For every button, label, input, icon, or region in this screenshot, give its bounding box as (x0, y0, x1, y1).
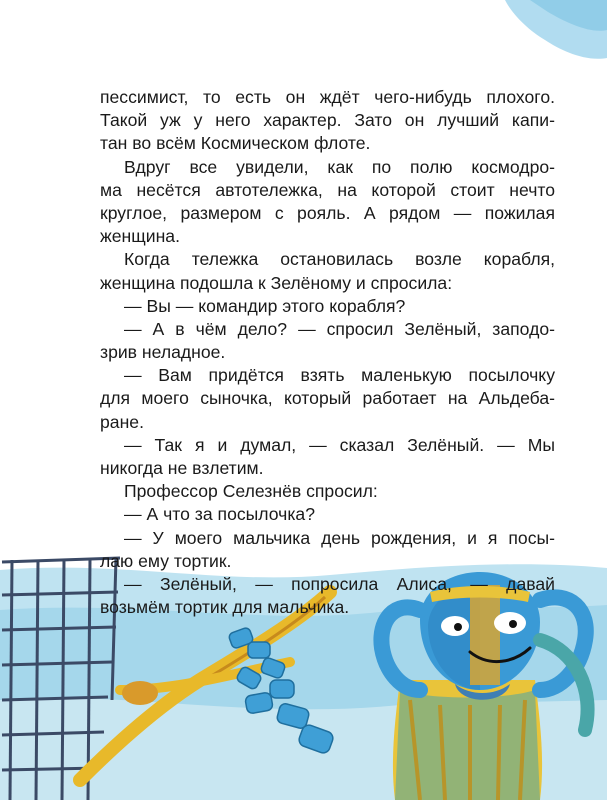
text-line: пессимист, то есть он ждёт чего-нибудь плохого. (100, 87, 555, 107)
text-line: — Так я и думал, — сказал Зелёный. — Мы (124, 434, 555, 455)
text-line: Такой уж у него характер. Зато он лучший капи- (100, 110, 555, 131)
text-line: женщина подошла к Зелёному и спросила: (100, 272, 453, 293)
text-line: возьмём тортик для мальчика. (100, 597, 350, 618)
text-line: — Вам придётся взять маленькую посылочку (124, 365, 555, 386)
text-line: — Зелёный, — попросила Алиса, — давай (124, 573, 555, 594)
text-line: тан во всём Космическом флоте. (100, 133, 371, 154)
text-line: зрив неладное. (100, 342, 226, 363)
text-line: ране. (100, 411, 144, 432)
text-line: ма несётся автотележка, на которой стоит нечто (100, 179, 555, 200)
story-text (100, 86, 555, 619)
text-line: для моего сыночка, который работает на Альдеба- (100, 388, 555, 409)
text-line: — А что за посылочка? (124, 504, 315, 525)
text-line: — А в чём дело? — спросил Зелёный, заподо- (124, 318, 555, 339)
sky-patch-top (505, 0, 607, 59)
text-line: Профессор Селезнёв спросил: (124, 481, 378, 502)
text-line: Когда тележка остановилась возле корабля, (124, 249, 555, 270)
text-line: лаю ему тортик. (100, 550, 232, 571)
text-line: круглое, размером с рояль. А рядом — пожилая (100, 202, 555, 223)
text-line: никогда не взлетим. (100, 458, 264, 478)
text-line: Вдруг все увидели, как по полю космодро- (124, 156, 555, 177)
text-line: — Вы — командир этого корабля? (124, 295, 406, 316)
text-line: — У моего мальчика день рождения, и я посы- (124, 527, 555, 548)
text-line: женщина. (100, 226, 180, 247)
